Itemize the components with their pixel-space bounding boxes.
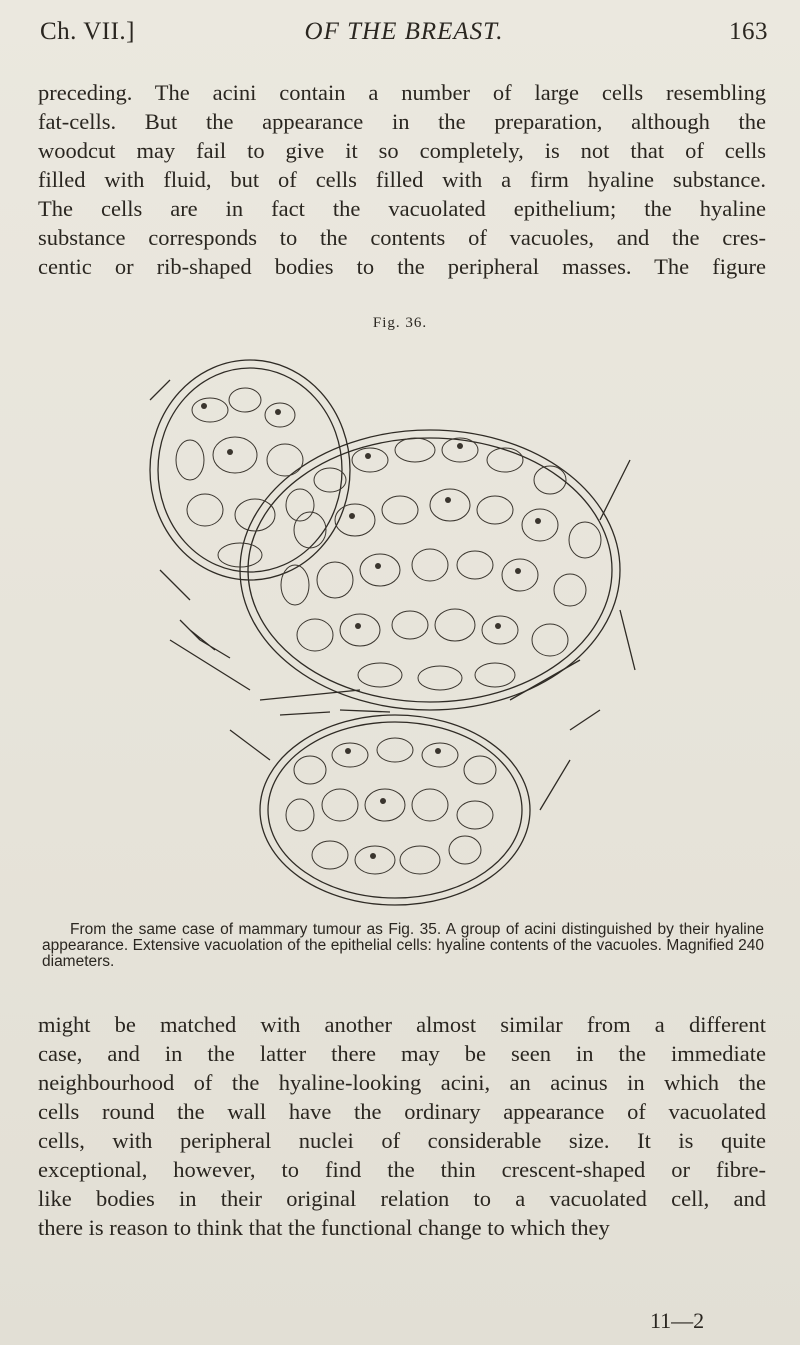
acini-woodcut-illustration bbox=[130, 340, 660, 920]
running-title: OF THE BREAST. bbox=[304, 18, 504, 45]
text-line: cells, with peripheral nuclei of considerable size. It is quite bbox=[38, 1128, 766, 1153]
running-header bbox=[40, 18, 768, 54]
figure-label: Fig. 36. bbox=[372, 315, 428, 331]
text-line: woodcut may fail to give it so completely, is not that of cells bbox=[38, 138, 766, 163]
text-line: there is reason to think that the functional change to which they bbox=[38, 1215, 610, 1240]
text-line: cells round the wall have the ordinary appearance of vacuolated bbox=[38, 1099, 766, 1124]
chapter-marker: Ch. VII.] bbox=[40, 18, 136, 45]
text-line: preceding. The acini contain a number of large cells resembling bbox=[38, 80, 766, 105]
text-line: case, and in the latter there may be seen in the immediate bbox=[38, 1041, 766, 1066]
signature-mark: 11—2 bbox=[650, 1308, 705, 1333]
text-line: filled with fluid, but of cells filled with a firm hyaline substance. bbox=[38, 167, 766, 192]
text-line: The cells are in fact the vacuolated epithelium; the hyaline bbox=[38, 196, 766, 221]
text-line: exceptional, however, to find the thin crescent-shaped or fibre- bbox=[38, 1157, 766, 1182]
text-line: might be matched with another almost similar from a different bbox=[38, 1012, 766, 1037]
text-line: like bodies in their original relation to a vacuolated cell, and bbox=[38, 1186, 766, 1211]
figure-caption: From the same case of mammary tumour as Fig. 35. A group of acini distinguished by their hyaline appearance. Extensive vacuolation of the epithelial cells: hyaline contents of the vacuoles. Magnified 240 diameters. bbox=[42, 921, 764, 970]
text-line: centic or rib-shaped bodies to the peripheral masses. The figure bbox=[38, 254, 766, 279]
text-line: fat-cells. But the appearance in the preparation, although the bbox=[38, 109, 766, 134]
paragraph-2 bbox=[38, 1010, 766, 1242]
paragraph-1 bbox=[38, 78, 766, 281]
text-line: substance corresponds to the contents of vacuoles, and the cres- bbox=[38, 225, 766, 250]
text-line: neighbourhood of the hyaline-looking acini, an acinus in which the bbox=[38, 1070, 766, 1095]
page-number: 163 bbox=[729, 18, 768, 45]
